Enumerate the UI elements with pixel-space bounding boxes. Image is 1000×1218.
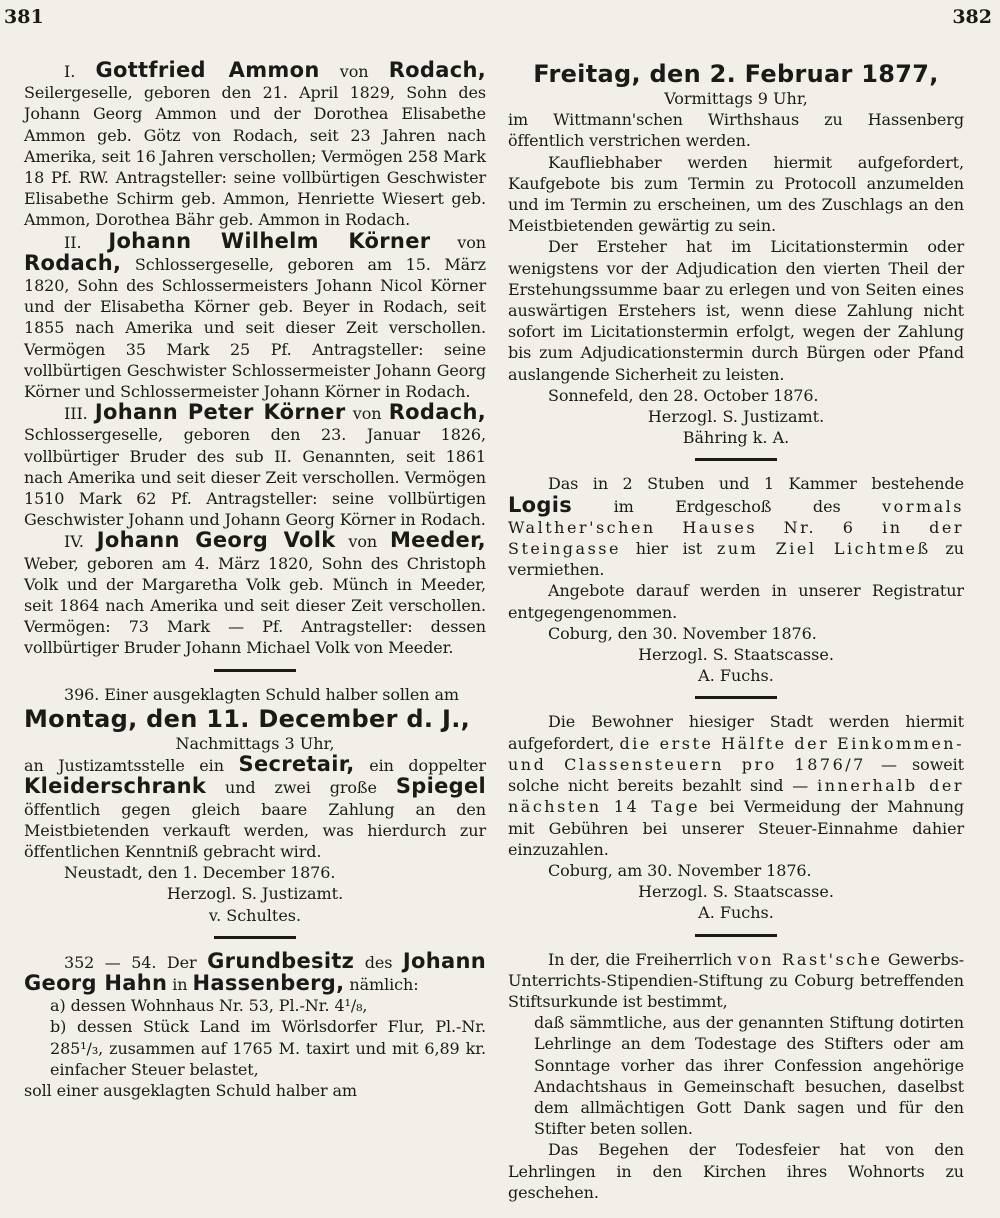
signer-name: Bähring k. A. bbox=[682, 428, 790, 448]
page-number-left: 381 bbox=[4, 6, 44, 28]
notice-352-end: soll einer ausgeklagten Schuld halber am bbox=[24, 1080, 358, 1100]
office-signature: Herzogl. S. Staatscasse. bbox=[638, 882, 834, 902]
section-divider bbox=[695, 696, 777, 699]
signer-name: A. Fuchs. bbox=[698, 903, 774, 923]
paragraph: Der Ersteher hat im Licitationstermin oder wenigstens vor der Adjudication den vierten Theil der Erstehungssumme baar zu erlegen und von Seiten eines auswärtigen Erstehers ist, wenn diese Zahlung nicht sofort im Licitationstermin erfolgt, wegen der Zahlung bis zum Adjudicationstermin durch Bürgen oder Pfand auslangende Sicherheit zu leisten. bbox=[508, 237, 964, 384]
right-column bbox=[508, 60, 964, 1203]
paragraph: im Wittmann'schen Wirthshaus zu Hassenberg öffentlich verstrichen werden. bbox=[508, 110, 964, 151]
list-item-b: b) dessen Stück Land im Wörlsdorfer Flur, Pl.-Nr. 285¹/₃, zusammen auf 1765 M. taxirt und mit 6,89 kr. einfacher Steuer belastet, bbox=[50, 1017, 486, 1079]
paragraph: Kaufliebhaber werden hiermit aufgefordert, Kaufgebote bis zum Termin zu Protocoll anzumelden und im Termin zu erscheinen, um des Zuschlags an den Meistbietenden gewärtig zu sein. bbox=[508, 152, 964, 236]
list-item-a: a) dessen Wohnhaus Nr. 53, Pl.-Nr. 4¹/₈, bbox=[50, 996, 368, 1016]
notice-396-lead: 396. Einer ausgeklagten Schuld halber sollen am bbox=[64, 684, 459, 704]
place-name: Meeder, bbox=[389, 528, 486, 553]
paragraph: Angebote darauf werden in unserer Registratur entgegengenommen. bbox=[508, 581, 964, 622]
person-name: Johann Wilhelm Körner bbox=[108, 228, 431, 253]
logis-notice: Das in 2 Stuben und 1 Kammer bestehende Logis im Erdgeschoß des vormals Walther'schen Hauses Nr. 6 in der Steingasse hier ist zum Ziel Lichtmeß zu vermiethen. bbox=[508, 474, 964, 580]
auction-time: Vormittags 9 Uhr, bbox=[664, 89, 808, 108]
notice-396-body: an Justizamtsstelle ein Secretair, ein doppelter Kleiderschrank und zwei große Spiegel öffentlich gegen gleich baare Zahlung an den Meistbietenden verkauft werden, was hierdurch zur öffentlichen Kenntniß gebracht wird. bbox=[24, 752, 486, 861]
foundation-notice: In der, die Freiherrlich von Rast'sche Gewerbs-Unterrichts-Stipendien-Stiftung zu Coburg betreffenden Stiftsurkunde ist bestimmt, bbox=[508, 949, 964, 1011]
paragraph: Das Begehen der Todesfeier hat von den Lehrlingen in den Kirchen ihres Wohnorts zu geschehen. bbox=[508, 1140, 964, 1202]
signer-name: A. Fuchs. bbox=[698, 666, 774, 686]
left-column bbox=[24, 60, 486, 1101]
place-name: Rodach, bbox=[388, 400, 486, 425]
tax-notice: Die Bewohner hiesiger Stadt werden hiermit aufgefordert, die erste Hälfte der Einkommen- und Classensteuern pro 1876/7 — soweit solche nicht bereits bezahlt sind — innerhalb der nächsten 14 Tage bei Vermeidung der Mahnung mit Gebühren bei unserer Steuer-Einnahme dahier einzuzahlen. bbox=[508, 712, 965, 859]
person-name: Johann Georg Volk bbox=[96, 528, 336, 553]
section-divider bbox=[214, 936, 296, 939]
page-number-right: 382 bbox=[952, 6, 992, 28]
office-signature: Herzogl. S. Justizamt. bbox=[647, 407, 825, 427]
notice-item-2: II. Johann Wilhelm Körner von Rodach, Schlossergeselle, geboren am 15. März 1820, Sohn des Schlossermeisters Johann Nicol Körner und der Elisabetha Körner geb. Beyer in Rodach, seit 1855 nach Amerika und seit dieser Zeit verschollen. Vermögen 35 Mark 25 Pf. Antragsteller: seine vollbürtigen Geschwister Schlossermeister Johann Georg Körner und Schlossermeister Johann Körner in Rodach. bbox=[24, 228, 486, 402]
signer-name: v. Schultes. bbox=[208, 905, 302, 925]
person-name: Gottfried Ammon bbox=[95, 58, 320, 82]
section-divider bbox=[214, 669, 296, 672]
place-date: Neustadt, den 1. December 1876. bbox=[64, 863, 336, 883]
auction-date: Freitag, den 2. Februar 1877, bbox=[533, 60, 939, 88]
auction-date: Montag, den 11. December d. J., bbox=[24, 704, 471, 733]
section-divider bbox=[695, 458, 777, 461]
section-divider bbox=[695, 934, 777, 937]
auction-time: Nachmittags 3 Uhr, bbox=[175, 733, 335, 753]
notice-352-lead: 352 — 54. Der Grundbesitz des Johann Georg Hahn in Hassenberg, nämlich: bbox=[24, 948, 486, 995]
place-name: Rodach, bbox=[24, 250, 122, 275]
office-signature: Herzogl. S. Staatscasse. bbox=[638, 645, 834, 665]
notice-item-4: IV. Johann Georg Volk von Meeder, Weber, geboren am 4. März 1820, Sohn des Christoph Volk und der Margaretha Volk geb. Münch in Meeder, seit 1864 nach Amerika und seit dieser Zeit verschollen. Vermögen: 73 Mark — Pf. Antragsteller: dessen vollbürtiger Bruder Johann Michael Volk von Meeder. bbox=[24, 528, 486, 658]
person-name: Johann Peter Körner bbox=[94, 400, 346, 425]
place-date: Coburg, am 30. November 1876. bbox=[548, 860, 812, 880]
notice-item-3: III. Johann Peter Körner von Rodach, Schlossergeselle, geboren den 23. Januar 1826, vollbürtiger Bruder des sub II. Genannten, seit 1861 nach Amerika und seit dieser Zeit verschollen. Vermögen 1510 Mark 62 Pf. Antragsteller: seine vollbürtigen Geschwister Johann und Johann Georg Körner in Rodach. bbox=[24, 400, 486, 530]
place-date: Coburg, den 30. November 1876. bbox=[548, 623, 817, 643]
paragraph: daß sämmtliche, aus der genannten Stiftung dotirten Lehrlinge an dem Todestage des Stifters oder am Sonntage vorher das ihrer Confession angehörige Andachtshaus in Gemeinschaft besuchen, daselbst dem allmächtigen Gott Dank sagen und für den Stifter beten sollen. bbox=[534, 1013, 964, 1139]
office-signature: Herzogl. S. Justizamt. bbox=[166, 884, 344, 904]
notice-item-1: I. Gottfried Ammon von Rodach, Seilergeselle, geboren den 21. April 1829, Sohn des Johann Georg Ammon und der Dorothea Elisabethe Ammon geb. Götz von Rodach, seit 23 Jahren nach Amerika, seit 16 Jahren verschollen; Vermögen 258 Mark 18 Pf. RW. Antragsteller: seine vollbürtigen Geschwister Elisabethe Schirm geb. Ammon, Henriette Wiesert geb. Ammon, Dorothea Bähr geb. Ammon in Rodach. bbox=[24, 58, 486, 230]
place-name: Rodach, bbox=[388, 58, 486, 82]
place-date: Sonnefeld, den 28. October 1876. bbox=[548, 385, 819, 405]
